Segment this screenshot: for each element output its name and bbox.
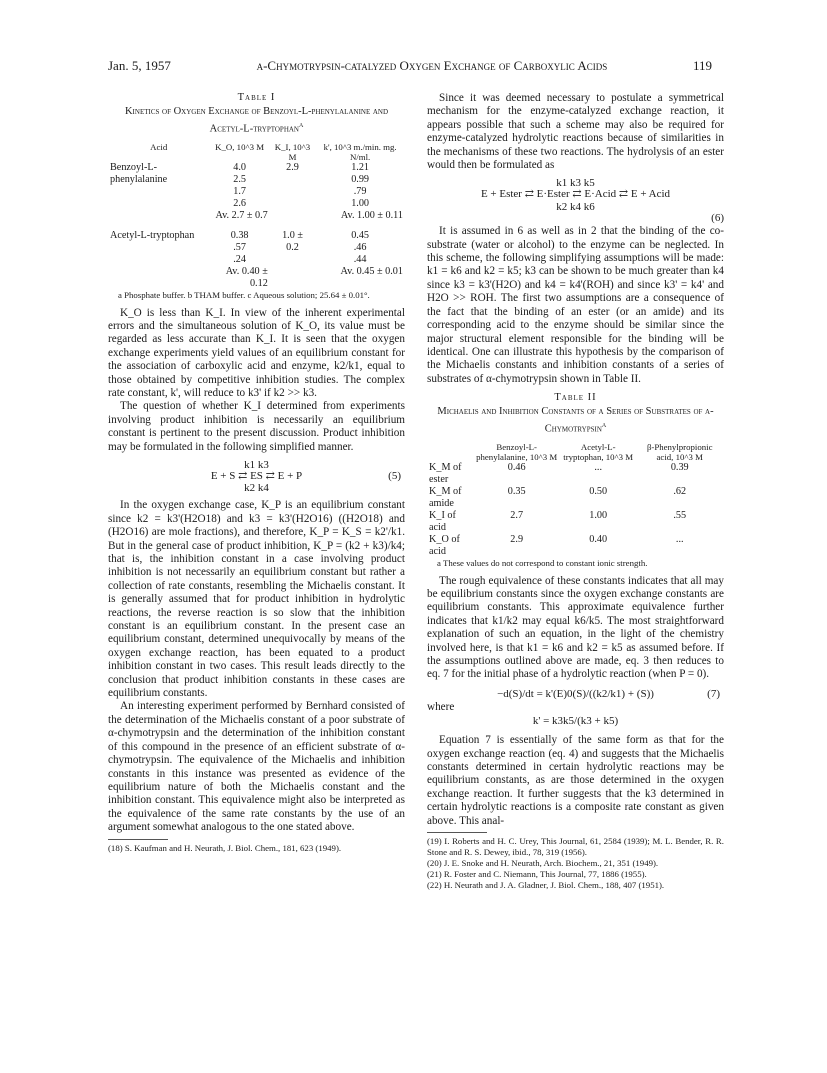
- table1-acid2: Acetyl-L-tryptophan: [110, 229, 195, 241]
- table2-footnote: a These values do not correspond to constant ionic strength.: [437, 557, 648, 568]
- paragraph: In the oxygen exchange case, K_P is an equilibrium constant since k2 = k3'(H2O18) and k3 = k3'(H2O16) ((H2O18) and (H2O16) are mole fractions), and therefore, K_P = K_S = k2'/k1. But in the general case of product inhibition, K_P = (k2 + k3)/k4; that is, the inhibition constant in a case involving product inhibition is not necessarily an equilibrium constant but rather a collection of rate constants, resembling the Michaelis constant. It is generally assumed that for product inhibition in hydrolytic reactions, the reverse reaction is so slow that the inhibition constant is an equilibrium constant. In the present case an equilibrium constant, determined unequivocally by means of the oxygen exchange reaction, has been equated to a product inhibition constant in two cases. This result leads directly to the conclusion that product inhibition constants in these cases are equilibrium constants.: [108, 499, 405, 700]
- table-row: K_M of ester 0.46 ... 0.39: [429, 461, 689, 485]
- paragraph: K_O is less than K_I. In view of the inherent experimental errors and the simultaneous solution of K_O, its value must be regarded as less accurate than K_I. It is seen that the oxygen exchange experiments yield values of an equilibrium constant for the association of carboxylic acid and enzyme, k2/k1, equal to those obtained by competitive inhibition studies. The complex rate constant, k', will reduce to k3' if k2 >> k3.: [108, 306, 405, 399]
- equation-k: k' = k3k5/(k3 + k5): [532, 714, 619, 727]
- equation-7: −d(S)/dt = k'(E)0(S)/((k2/k1) + (S)) (7): [497, 687, 720, 700]
- running-title: α-Chymotrypsin-catalyzed Oxygen Exchange of Carboxylic Acids: [256, 58, 608, 73]
- eq6-rate-bottom: k2 k4 k6: [556, 200, 595, 213]
- page-header: [108, 58, 712, 74]
- paragraph: It is assumed in 6 as well as in 2 that the binding of the co-substrate (water or alcohol) to the enzyme can be neglected. In this scheme, the following simplifying assumptions will be made: k1 = k6 and k2 = k5; k3 can be shown to be much greater than k4 since k3 = k3'(H2O) and k4 = k4'(ROH) and since k3' = k4' and H2O >> ROH. The first two assumptions are a consequence of the fact that the binding of an ester (or an amide) and its corresponding acid to the enzyme should be similar since the major structural element responsible for the binding will be identical. One can illustrate this hypothesis by the comparison of the Michaelis constants and inhibition constants of a series of substrates of α-chymotrypsin shown in Table II.: [427, 225, 724, 385]
- footnote: (21) R. Foster and C. Niemann, This Journal, 77, 1886 (1955).: [427, 868, 647, 879]
- table2-col1: Benzoyl-L-phenylalanine, 10^3 M: [476, 441, 558, 462]
- table2-label: Table II: [554, 392, 597, 404]
- eq5-rate-bottom: k2 k4: [244, 482, 269, 495]
- table2-col2: Acetyl-L-tryptophan, 10^3 M: [563, 441, 634, 462]
- table-row: 1.7 .79: [233, 185, 367, 197]
- table1-title: Kinetics of Oxygen Exchange of Benzoyl-L-phenylalanine and Acetyl-L-tryptophan$^a$: [124, 106, 389, 135]
- table-row: Av. 2.7 ± 0.7 Av. 1.00 ± 0.11: [215, 209, 403, 221]
- where-label: where: [427, 701, 455, 714]
- footnote: (18) S. Kaufman and H. Neurath, J. Biol. Chem., 181, 623 (1949).: [108, 842, 342, 853]
- right-column: [427, 92, 724, 891]
- table-row: Acetyl-L-tryptophan 0.38 1.0 ± 0.45: [108, 230, 405, 242]
- eq6-number: (6): [711, 211, 724, 224]
- equation-6: E + Ester ⇄ E·Ester ⇄ E·Acid ⇄ E + Acid: [480, 188, 671, 201]
- paragraph: An interesting experiment performed by Bernhard consisted of the determination of the Michaelis constant of a poor substrate of α-chymotrypsin and the determination of the inhibition constant of this compound in the presence of an efficient substrate of α-chymotrypsin. The equivalence of the Michaelis and inhibition constants in this instance was presented as evidence of the equilibrium nature of both the Michaelis constant and the inhibition constant. This equivalence might also be interpreted as the equivalence of the same rate constants by the use of an argument somewhat analogous to the one stated above.: [108, 700, 405, 834]
- footnote: (19) I. Roberts and H. C. Urey, This Journal, 61, 2584 (1939); M. L. Bender, R. R. Stone and R. S. Dewey, ibid., 78, 319 (1956).: [427, 835, 724, 857]
- eq6-rate-top: k1 k3 k5: [556, 177, 595, 190]
- left-column: [108, 92, 405, 854]
- table-row: Benzoyl-L-phenylalanine 4.0 2.9 1.21: [110, 161, 370, 185]
- footnote-rule: [108, 839, 168, 840]
- table-row: 2.6 1.00: [233, 197, 370, 209]
- eq5-rate-top: k1 k3: [244, 458, 269, 471]
- table1-col-acid: Acid: [150, 141, 168, 152]
- table1-col-ki: K_I, 10^3 M: [274, 141, 311, 162]
- paragraph: Since it was deemed necessary to postulate a symmetrical mechanism for the enzyme-catalyzed exchange reaction, it appears possible that such a scheme may also be required for enzyme-catalyzed hydrolytic reactions because of similarities in the mechanisms of these two reactions. The hydrolysis of an ester would then be formulated as: [427, 92, 724, 172]
- page-number: 119: [692, 58, 712, 73]
- table-row: .24 .44: [233, 253, 367, 265]
- table1-col-ko: K_O, 10^3 M: [215, 141, 265, 152]
- table-row: K_I of acid 2.7 1.00 .55: [429, 509, 687, 533]
- paragraph: Equation 7 is essentially of the same form as that for the oxygen exchange reaction (eq. 4) and suggests that the Michaelis constants determined in certain hydrolytic reactions may be equilibrium constants, as are those determined in the oxygen exchange reaction. It further suggests that the k3 determined in certain hydrolytic reactions is a composite rate constant as given above. This anal-: [427, 734, 724, 827]
- table-row: Av. 0.40 ± 0.12 Av. 0.45 ± 0.01: [225, 265, 403, 289]
- table2: [427, 442, 724, 558]
- table2-col3: β-Phenylpropionic acid, 10^3 M: [646, 441, 713, 462]
- table1: [108, 142, 405, 290]
- table-row: .57 0.2 .46: [233, 241, 367, 253]
- paragraph: The question of whether K_I determined from experiments involving product inhibition is necessarily an equilibrium constant is pertinent to the present discussion. Product inhibition may be formulated in the following simplified manner.: [108, 400, 405, 453]
- table1-col-k: k', 10^3 m./min. mg. N/ml.: [323, 141, 397, 162]
- footnote: (22) H. Neurath and J. A. Gladner, J. Biol. Chem., 188, 407 (1951).: [427, 879, 665, 890]
- equation-5: E + S ⇄ ES ⇄ E + P (5): [210, 469, 401, 482]
- table-row: 2.5 0.99: [233, 173, 370, 185]
- table-row: K_M of amide 0.35 0.50 .62: [429, 485, 687, 509]
- table2-title: Michaelis and Inhibition Constants of a Series of Substrates of α-Chymotrypsin$^a$: [437, 406, 714, 435]
- footnote: (20) J. E. Snoke and H. Neurath, Arch. Biochem., 21, 351 (1949).: [427, 857, 659, 868]
- paragraph: The rough equivalence of these constants indicates that all may be equilibrium constants since the oxygen exchange constants are equilibrium constants. This approximate equivalence further indicates that k1/k2 may equal k6/k5. The most straightforward explanation of such an equation, in the light of the chemistry involved here, is that k1 = k6 and k2 = k5 as assumed before. If the assumptions outlined above are made, eq. 3 then reduces to eq. 7 for the initial phase of a hydrolytic reaction (when P = 0).: [427, 574, 724, 681]
- footnote-rule: [427, 832, 487, 833]
- table-row: K_O of acid 2.9 0.40 ...: [429, 533, 684, 557]
- header-date: Jan. 5, 1957: [108, 58, 171, 73]
- table1-label: Table I: [237, 92, 276, 103]
- table1-acid1: Benzoyl-L-phenylalanine: [110, 161, 168, 185]
- table1-footnote: a Phosphate buffer. b THAM buffer. c Aqueous solution; 25.64 ± 0.01°.: [118, 289, 370, 300]
